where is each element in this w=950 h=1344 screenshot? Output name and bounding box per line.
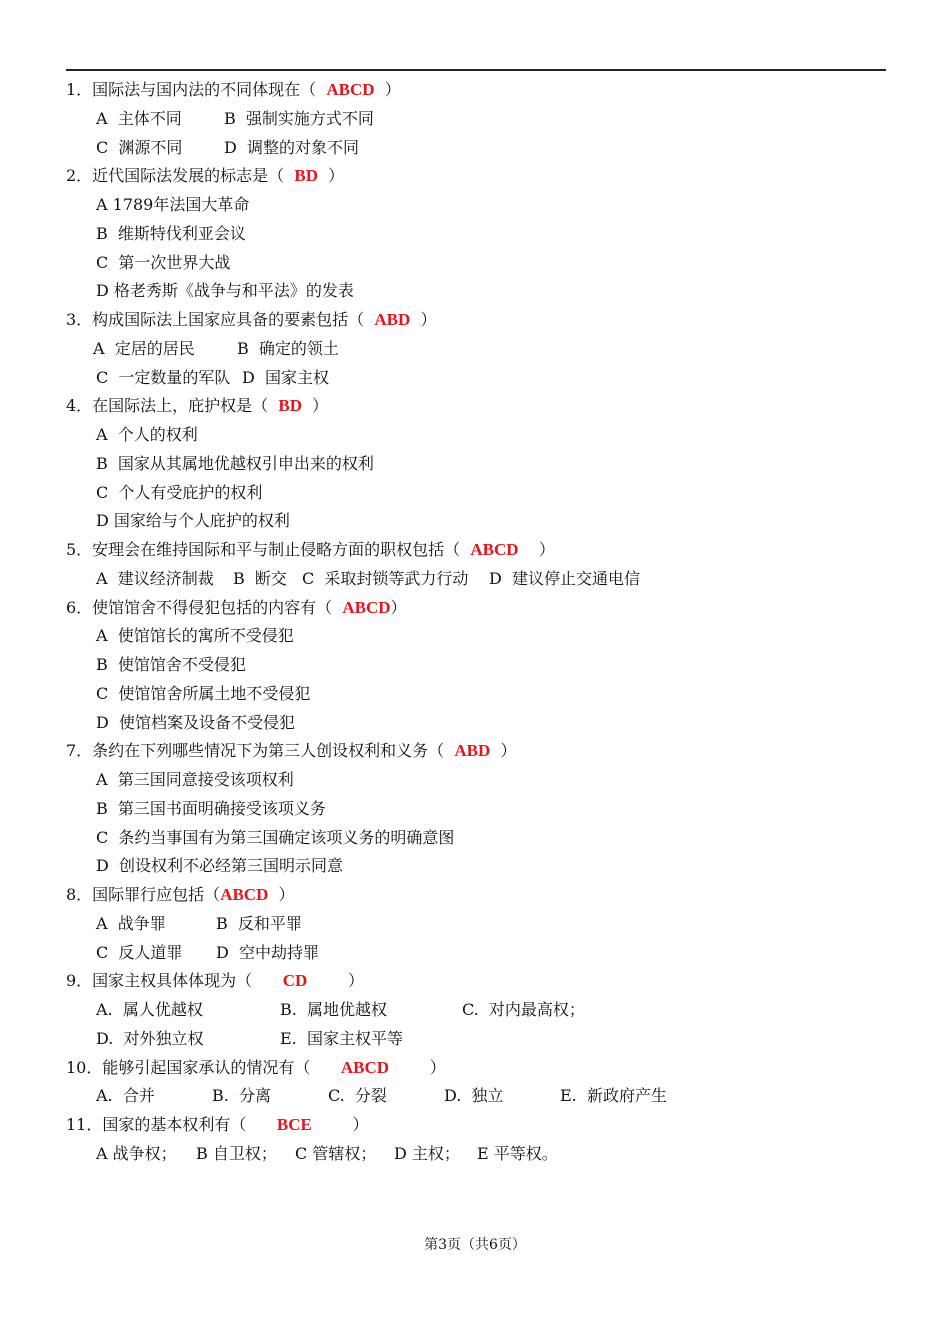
option: C 使馆馆舍所属土地不受侵犯: [96, 683, 311, 703]
option: E 平等权。: [477, 1143, 558, 1163]
question-10-options-row-1: [66, 1082, 886, 1111]
option: D 创设权利不必经第三国明示同意: [96, 856, 344, 876]
answer-4: BD: [278, 396, 302, 416]
option: D 国家主权: [242, 367, 330, 387]
option: A 第三国同意接受该项权利: [96, 770, 294, 789]
question-2-option-a: [66, 191, 886, 220]
question-5-options-row-1: [66, 565, 886, 594]
question-7-option-c: [66, 824, 886, 853]
option: D 国家给与个人庇护的权利: [96, 511, 290, 531]
option: B. 属地优越权: [280, 1000, 388, 1019]
question-6-option-b: [66, 651, 886, 680]
question-7-stem: 7．条约在下列哪些情况下为第三人创设权利和义务（ ABD ）: [66, 741, 517, 761]
option: A 战争罪: [96, 913, 166, 933]
option: A 主体不同: [96, 108, 182, 128]
question-6-option-d: [66, 709, 886, 738]
option: B 反和平罪: [216, 913, 302, 933]
question-6-stem: 6．使馆馆舍不得侵犯包括的内容有（ ABCD）: [66, 597, 407, 617]
question-8-options-row-1: [66, 910, 886, 939]
question-6-option-c: [66, 680, 886, 709]
option: C 一定数量的军队: [96, 367, 231, 387]
answer-6: ABCD: [342, 597, 391, 617]
question-2-option-c: [66, 249, 886, 278]
answer-10: ABCD: [340, 1057, 390, 1077]
option: C 条约当事国有为第三国确定该项义务的明确意图: [96, 827, 455, 847]
option: C 管辖权；: [295, 1143, 377, 1163]
question-1-stem: 1．国际法与国内法的不同体现在（ ABCD ）: [66, 80, 401, 99]
question-8-stem: 8．国际罪行应包括（ABCD ）: [66, 885, 295, 904]
option: A 1789年法国大革命: [96, 195, 250, 214]
option: D 空中劫持罪: [216, 942, 320, 962]
question-3-options-row-2: [66, 364, 886, 393]
question-2-stem: 2．近代国际法发展的标志是（ BD ）: [66, 166, 345, 186]
question-1-options-row-1: [66, 105, 886, 134]
question-7-option-d: [66, 852, 886, 881]
question-4-option-b: [66, 450, 886, 479]
question-3-stem: 3．构成国际法上国家应具备的要素包括（ ABD ）: [66, 310, 437, 329]
option: C. 对内最高权；: [462, 1000, 585, 1019]
option: B 自卫权；: [196, 1143, 277, 1163]
question-6-option-a: [66, 622, 886, 651]
option: A. 合并: [96, 1086, 155, 1106]
option: D 主权；: [394, 1143, 460, 1163]
option: C 采取封锁等武力行动: [302, 568, 469, 588]
option: B 维斯特伐利亚会议: [96, 223, 246, 243]
option: E. 新政府产生: [560, 1086, 667, 1106]
question-9-options-row-2: [66, 1025, 886, 1054]
option: B 使馆馆舍不受侵犯: [96, 655, 246, 674]
question-4-stem: 4．在国际法上，庇护权是（ BD ）: [66, 396, 329, 416]
question-2-option-b: [66, 220, 886, 249]
option: A 使馆馆长的寓所不受侵犯: [96, 626, 294, 646]
question-5-stem: 5．安理会在维持国际和平与制止侵略方面的职权包括（ ABCD ）: [66, 540, 555, 559]
question-8-options-row-2: [66, 939, 886, 968]
answer-8: ABCD: [220, 885, 269, 904]
option: A 定居的居民: [93, 338, 195, 358]
question-9-options-row-1: [66, 996, 886, 1025]
option: C 反人道罪: [96, 942, 183, 962]
answer-11: BCE: [276, 1115, 312, 1134]
question-3-options-row-1: [66, 335, 886, 364]
question-list: [66, 76, 886, 1169]
question-7-option-a: [66, 766, 886, 795]
option: D 调整的对象不同: [224, 137, 360, 157]
answer-2: BD: [294, 166, 318, 186]
option: B 断交: [233, 568, 287, 588]
answer-3: ABD: [374, 310, 411, 329]
header-rule: [66, 69, 886, 71]
question-7-option-b: [66, 795, 886, 824]
option: B 强制实施方式不同: [224, 108, 374, 128]
option: D 使馆档案及设备不受侵犯: [96, 712, 296, 732]
option: B. 分离: [212, 1086, 272, 1106]
question-2-option-d: [66, 277, 886, 306]
question-4-option-d: [66, 507, 886, 536]
option: D. 独立: [444, 1086, 504, 1106]
question-10-stem: 10．能够引起国家承认的情况有（ ABCD ）: [66, 1057, 446, 1077]
option: A 建议经济制裁: [96, 568, 214, 588]
option: D. 对外独立权: [96, 1028, 204, 1048]
option: C. 分裂: [328, 1086, 387, 1106]
page-number-footer: 第3页（共6页）: [424, 1237, 526, 1253]
question-4-option-a: [66, 421, 886, 450]
option: D 建议停止交通电信: [489, 568, 641, 588]
option: C 第一次世界大战: [96, 252, 231, 272]
option: A 个人的权利: [96, 425, 198, 444]
option: B 国家从其属地优越权引申出来的权利: [96, 453, 374, 473]
option: C 个人有受庇护的权利: [96, 482, 263, 502]
question-11-stem: 11．国家的基本权利有（ BCE ）: [66, 1115, 369, 1134]
answer-9: CD: [282, 971, 308, 991]
question-4-option-c: [66, 479, 886, 508]
option: A. 属人优越权: [96, 1000, 203, 1019]
question-11-options-row-1: [66, 1140, 886, 1169]
question-9-stem: 9．国家主权具体体现为（ CD ）: [66, 971, 364, 991]
option: A 战争权；: [96, 1143, 177, 1163]
question-1-options-row-2: [66, 134, 886, 163]
option: C 渊源不同: [96, 137, 183, 157]
option: D 格老秀斯《战争与和平法》的发表: [96, 281, 354, 301]
answer-1: ABCD: [326, 80, 375, 99]
answer-5: ABCD: [470, 540, 519, 559]
answer-7: ABD: [454, 741, 491, 761]
option: E. 国家主权平等: [280, 1028, 403, 1048]
option: B 确定的领土: [237, 338, 339, 358]
option: B 第三国书面明确接受该项义务: [96, 798, 326, 818]
